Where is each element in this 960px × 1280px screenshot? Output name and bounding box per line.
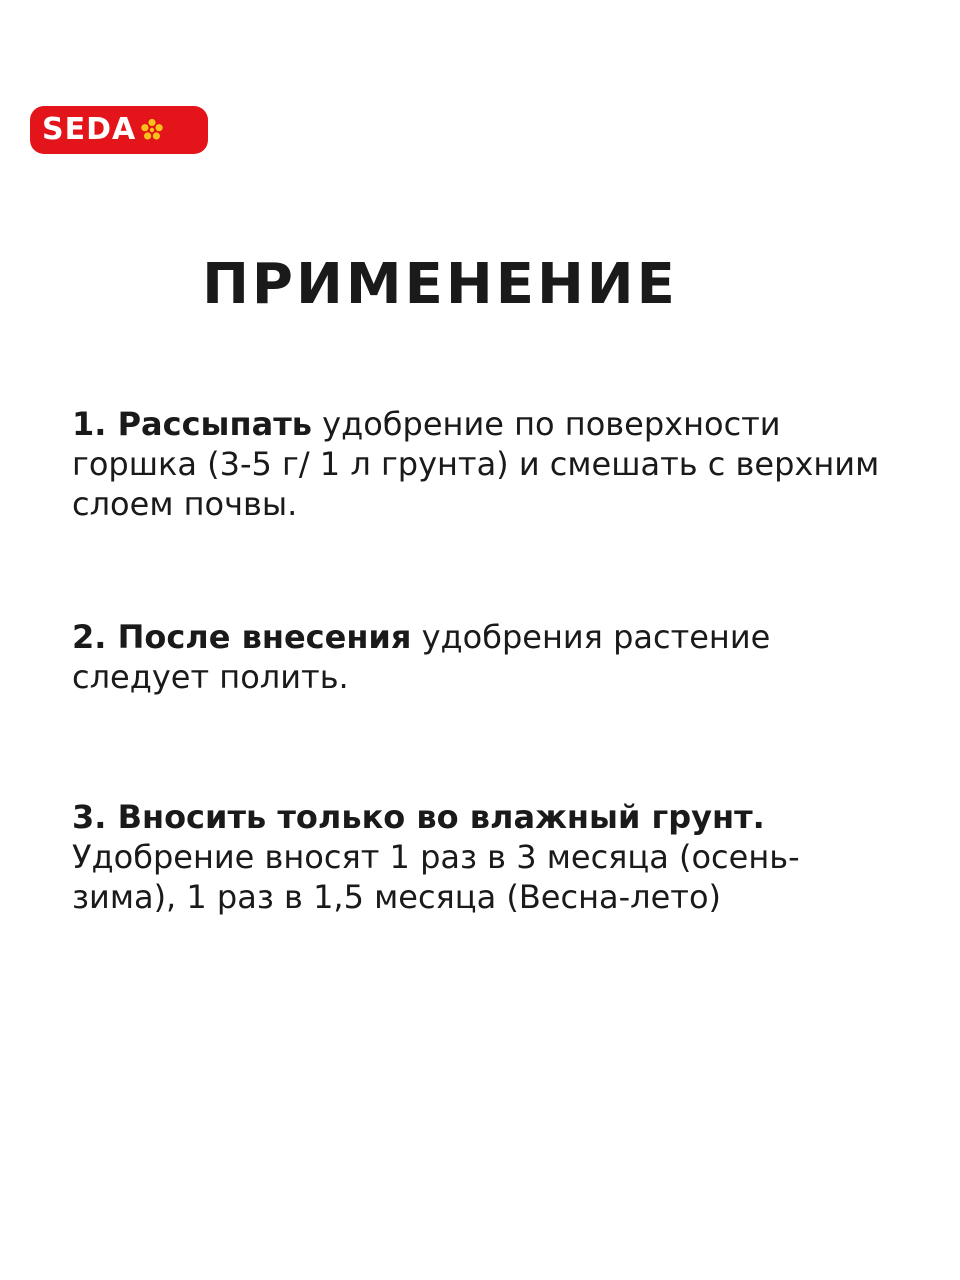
step-1-bold: 1. Рассыпать xyxy=(72,405,312,443)
instruction-step-2 xyxy=(72,617,892,697)
instruction-step-1 xyxy=(72,404,892,524)
logo-text: SEDA xyxy=(42,112,137,147)
flower-icon xyxy=(140,118,164,142)
step-3-bold: 3. Вносить только во влажный грунт. xyxy=(72,798,765,836)
step-2-text: удобрения растение следует полить. xyxy=(72,618,771,696)
instruction-step-3 xyxy=(72,797,892,917)
step-2-bold: 2. После внесения xyxy=(72,618,412,656)
page-title: ПРИМЕНЕНИЕ xyxy=(202,252,678,317)
seda-logo xyxy=(30,106,208,154)
step-3-text: Удобрение вносят 1 раз в 3 месяца (осень-зима), 1 раз в 1,5 месяца (Весна-лето) xyxy=(72,838,800,916)
step-1-text: удобрение по поверхности горшка (3-5 г/ 1 л грунта) и смешать с верхним слоем почвы. xyxy=(72,405,880,523)
